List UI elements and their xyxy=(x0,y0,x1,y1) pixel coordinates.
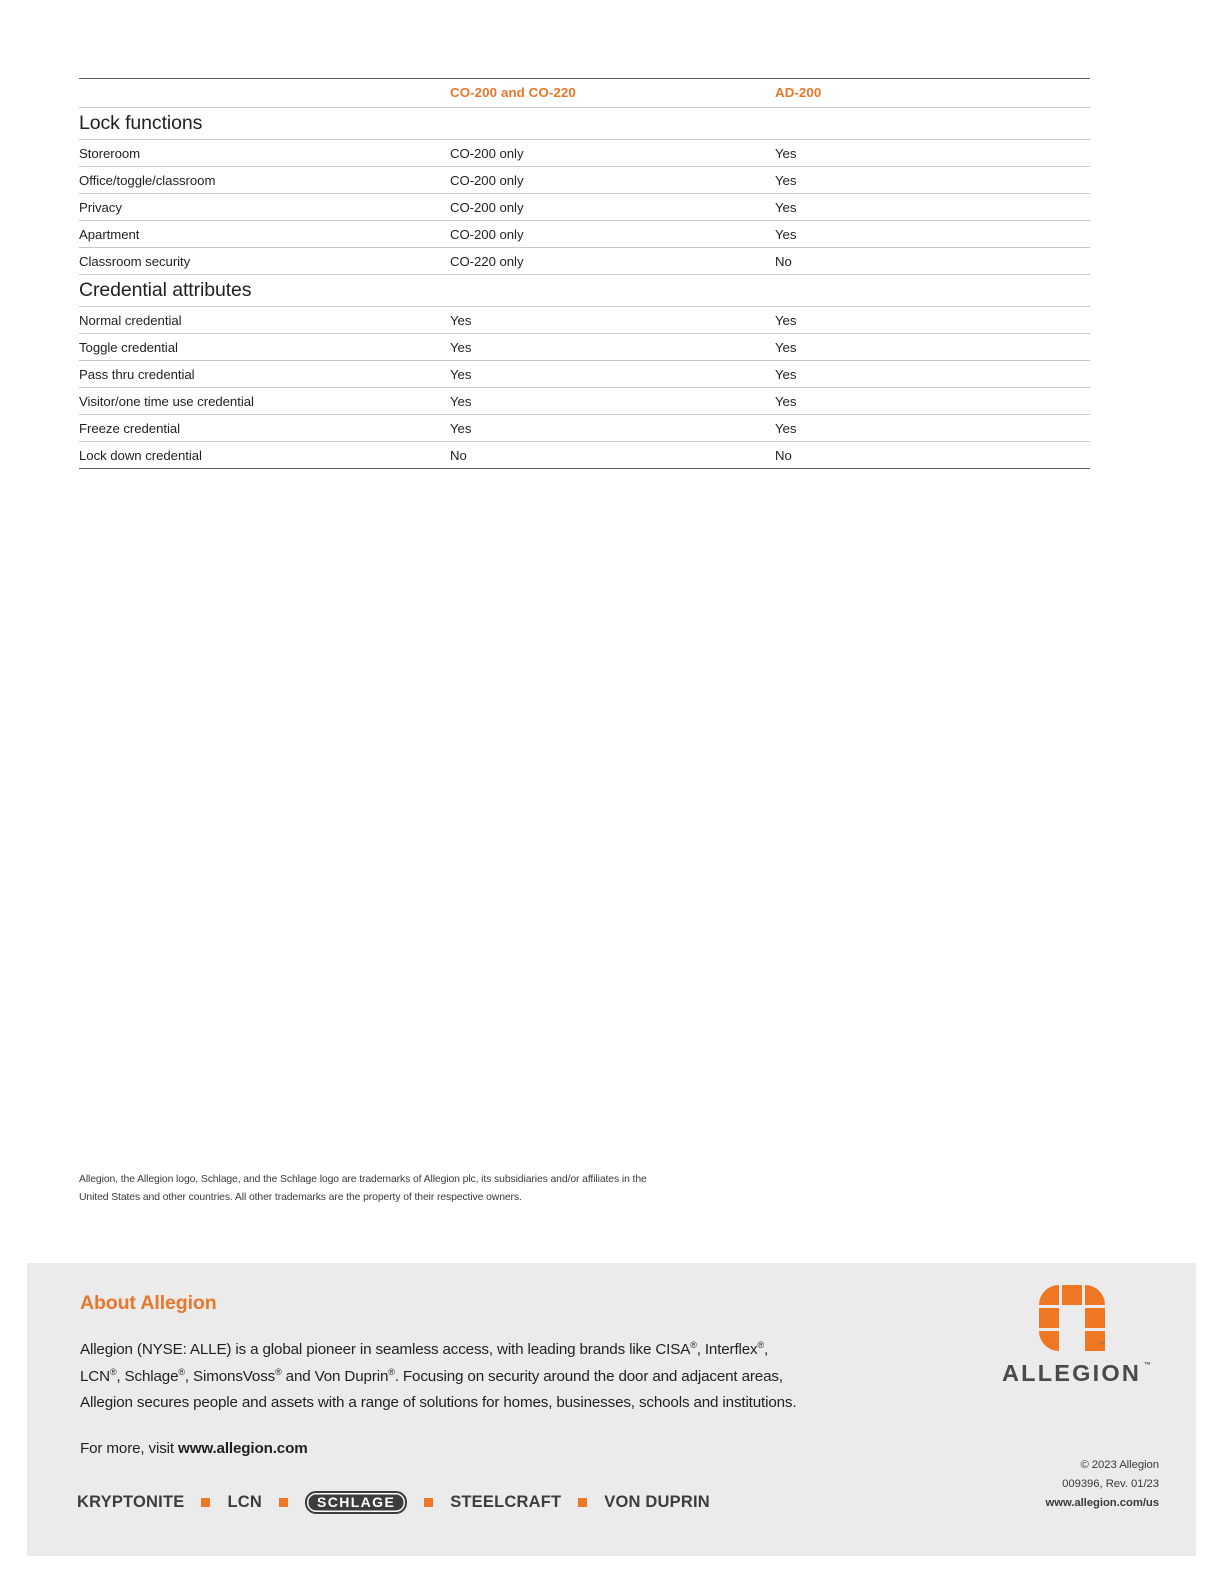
allegion-logo-icon xyxy=(1039,1285,1105,1351)
brand-separator-square-icon xyxy=(279,1498,288,1507)
visit-line xyxy=(80,1440,820,1457)
column-header-ad200: AD-200 xyxy=(775,79,1090,108)
table-row xyxy=(79,442,1090,469)
brand-separator-square-icon xyxy=(201,1498,210,1507)
column-header-feature xyxy=(79,79,450,108)
logo-block-ml xyxy=(1039,1308,1059,1328)
value-co: CO-200 only xyxy=(450,221,775,248)
about-text-6: and Von Duprin xyxy=(281,1367,389,1385)
value-ad: No xyxy=(775,248,1090,275)
feature-label: Pass thru credential xyxy=(79,361,450,388)
value-ad: No xyxy=(775,442,1090,469)
about-text-4: , Schlage xyxy=(116,1367,179,1385)
registered-mark: ® xyxy=(275,1366,282,1377)
registered-mark: ® xyxy=(388,1366,395,1377)
value-ad: Yes xyxy=(775,307,1090,334)
footer-band xyxy=(27,1263,1196,1556)
value-co: Yes xyxy=(450,307,775,334)
brand-kryptonite: KRYPTONITE xyxy=(77,1493,185,1511)
brand-schlage-badge xyxy=(305,1491,407,1514)
allegion-url-link[interactable]: www.allegion.com xyxy=(178,1439,308,1457)
spec-table-container xyxy=(79,78,1090,469)
registered-mark: ® xyxy=(757,1339,764,1350)
value-ad: Yes xyxy=(775,415,1090,442)
section-spacer xyxy=(450,275,775,307)
feature-label: Privacy xyxy=(79,194,450,221)
feature-label: Lock down credential xyxy=(79,442,450,469)
section-spacer xyxy=(775,108,1090,140)
about-text-3: , LCN xyxy=(80,1341,769,1385)
logo-block-tr xyxy=(1085,1285,1105,1305)
logo-block-bc xyxy=(1062,1331,1082,1351)
value-co: Yes xyxy=(450,361,775,388)
about-text-7: . Focusing on security around the door and adjacent areas, Allegion secures people and assets with a range of solutions for homes, businesses, schools and institutions. xyxy=(80,1367,797,1411)
value-co: Yes xyxy=(450,388,775,415)
about-text-5: , SimonsVoss xyxy=(184,1367,276,1385)
about-text-2: , Interflex xyxy=(696,1341,758,1358)
section-title-lock-functions: Lock functions xyxy=(79,108,450,140)
document-revision: 009396, Rev. 01/23 xyxy=(1062,1478,1159,1490)
feature-label: Apartment xyxy=(79,221,450,248)
brand-steelcraft: STEELCRAFT xyxy=(450,1493,562,1511)
section-spacer xyxy=(450,108,775,140)
table-header-row xyxy=(79,79,1090,108)
table-row xyxy=(79,221,1090,248)
logo-block-br xyxy=(1085,1331,1105,1351)
value-ad: Yes xyxy=(775,334,1090,361)
value-co: Yes xyxy=(450,415,775,442)
table-row xyxy=(79,167,1090,194)
trademark-line-1: Allegion, the Allegion logo, Schlage, and the Schlage logo are trademarks of Allegion plc, its subsidiaries and/or affiliates in the xyxy=(79,1174,647,1185)
feature-label: Storeroom xyxy=(79,140,450,167)
allegion-us-url-link[interactable]: www.allegion.com/us xyxy=(1045,1497,1159,1509)
value-co: No xyxy=(450,442,775,469)
table-row xyxy=(79,140,1090,167)
registered-mark: ® xyxy=(690,1339,697,1350)
feature-label: Office/toggle/classroom xyxy=(79,167,450,194)
table-body xyxy=(79,108,1090,469)
copyright-block xyxy=(957,1456,1159,1513)
logo-block-bl xyxy=(1039,1331,1059,1351)
spec-table xyxy=(79,78,1090,469)
registered-mark: ® xyxy=(109,1366,117,1377)
table-row xyxy=(79,248,1090,275)
wordmark-trademark-mark: ™ xyxy=(1144,1362,1151,1369)
feature-label: Visitor/one time use credential xyxy=(79,388,450,415)
value-co: Yes xyxy=(450,334,775,361)
value-co: CO-200 only xyxy=(450,194,775,221)
table-row xyxy=(79,361,1090,388)
feature-label: Toggle credential xyxy=(79,334,450,361)
logo-grid xyxy=(1039,1285,1105,1351)
about-allegion-paragraph xyxy=(80,1337,808,1417)
column-header-co200-co220: CO-200 and CO-220 xyxy=(450,79,775,108)
brand-schlage-label: SCHLAGE xyxy=(316,1494,396,1510)
section-heading-row xyxy=(79,108,1090,140)
logo-block-mr xyxy=(1085,1308,1105,1328)
value-co: CO-200 only xyxy=(450,140,775,167)
logo-block-tl xyxy=(1039,1285,1059,1305)
allegion-wordmark-text: ALLEGION xyxy=(1001,1360,1141,1386)
copyright-year: © 2023 Allegion xyxy=(1080,1459,1159,1471)
brand-logos-strip xyxy=(77,1491,710,1514)
table-row xyxy=(79,307,1090,334)
brand-separator-square-icon xyxy=(424,1498,433,1507)
value-co: CO-200 only xyxy=(450,167,775,194)
value-ad: Yes xyxy=(775,221,1090,248)
value-ad: Yes xyxy=(775,361,1090,388)
value-ad: Yes xyxy=(775,167,1090,194)
logo-trademark-mark: ™ xyxy=(1099,1342,1106,1348)
value-ad: Yes xyxy=(775,140,1090,167)
table-row xyxy=(79,415,1090,442)
logo-block-tc xyxy=(1062,1285,1082,1305)
feature-label: Freeze credential xyxy=(79,415,450,442)
table-row xyxy=(79,388,1090,415)
feature-label: Normal credential xyxy=(79,307,450,334)
feature-label: Classroom security xyxy=(79,248,450,275)
visit-prefix: For more, visit xyxy=(80,1439,179,1457)
trademark-notice xyxy=(79,1171,779,1207)
logo-block-center xyxy=(1062,1308,1082,1328)
allegion-wordmark xyxy=(1001,1360,1151,1387)
registered-mark: ® xyxy=(178,1366,185,1377)
brand-lcn: LCN xyxy=(227,1493,262,1511)
brand-von-duprin: VON DUPRIN xyxy=(604,1493,710,1511)
section-title-credential-attributes: Credential attributes xyxy=(79,275,450,307)
value-ad: Yes xyxy=(775,388,1090,415)
section-spacer xyxy=(775,275,1090,307)
about-text-1: Allegion (NYSE: ALLE) is a global pioneer in seamless access, with leading brands like CISA xyxy=(80,1341,691,1358)
trademark-line-2: United States and other countries. All other trademarks are the property of their respective owners. xyxy=(79,1192,522,1203)
section-heading-row xyxy=(79,275,1090,307)
value-co: CO-220 only xyxy=(450,248,775,275)
value-ad: Yes xyxy=(775,194,1090,221)
table-row xyxy=(79,194,1090,221)
about-allegion-block xyxy=(80,1292,820,1457)
about-allegion-heading: About Allegion xyxy=(80,1292,217,1314)
table-header xyxy=(79,79,1090,108)
table-row xyxy=(79,334,1090,361)
brand-separator-square-icon xyxy=(578,1498,587,1507)
allegion-logo-block xyxy=(984,1285,1159,1387)
